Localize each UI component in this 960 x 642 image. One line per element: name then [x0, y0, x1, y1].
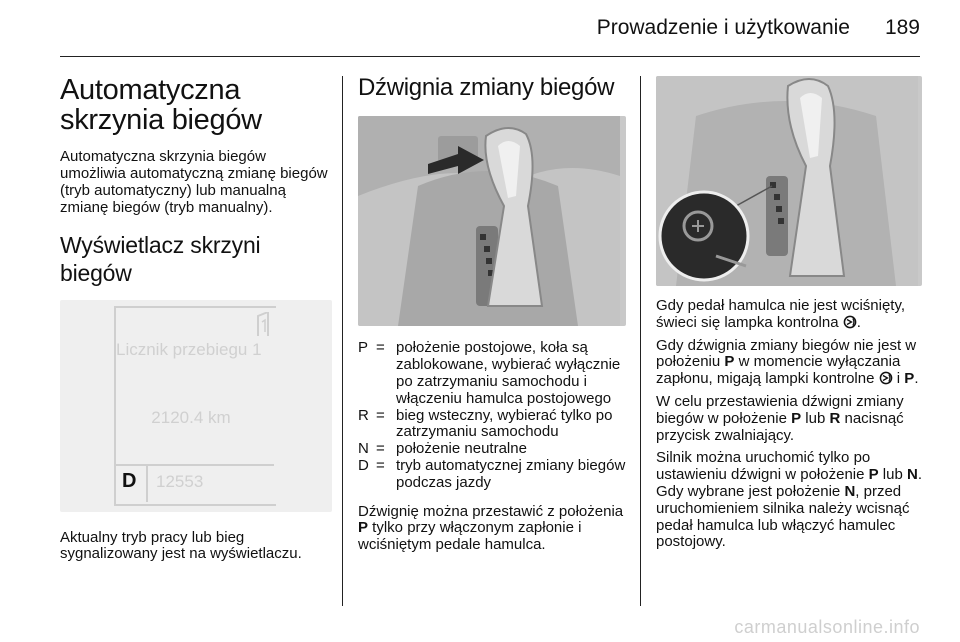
- legend-row: R = bieg wsteczny, wybierać tylko po zatrzymaniu samochodu: [358, 408, 626, 442]
- section-heading: Automatyczna skrzynia biegów: [60, 74, 262, 136]
- column-middle: [358, 76, 626, 554]
- gear-indicator: D: [122, 469, 137, 492]
- lever-note: Dźwignię można przestawić z położenia P tylko przy włączonym zapłonie i wciśniętym pedale hamulca.: [358, 502, 624, 554]
- legend-key: D: [358, 457, 369, 475]
- header-rule: [60, 56, 920, 57]
- paragraph: W celu przestawienia dźwigni zmiany biegów w położenie P lub R nacisnąć przycisk zwalniający.: [656, 392, 904, 444]
- legend-description: położenie postojowe, koła są zablokowane, wybierać wyłącznie po zatrzymaniu samochodu i włączeniu hamulca postojowego: [396, 339, 621, 407]
- trip-value: 2120.4 km: [151, 407, 231, 427]
- page-number: 189: [884, 16, 920, 39]
- display-divider: [146, 464, 148, 502]
- paragraph: Silnik można uruchomić tylko po ustawieniu dźwigni w położenie P lub N. Gdy wybrane jest położenie N, przed uruchomieniem silnika należy wcisnąć pedał hamulca lub włączyć hamulec postojowy.: [656, 449, 923, 551]
- brake-lamp-icon: [879, 371, 893, 385]
- legend-row: P = położenie postojowe, koła są zablokowane, wybierać wyłącznie po zatrzymaniu samochodu i włączeniu hamulca postojowego: [358, 340, 626, 407]
- legend-description: położenie neutralne: [396, 440, 527, 458]
- column-left: [60, 76, 332, 563]
- intro-paragraph: Automatyczna skrzynia biegów umożliwia automatyczną zmianę biegów (tryb automatyczny) lub manualną zmianę biegów (tryb manualny).: [60, 148, 328, 216]
- display-caption: Aktualny tryb pracy lub bieg sygnalizowany jest na wyświetlaczu.: [60, 528, 302, 563]
- legend-row: D = tryb automatycznej zmiany biegów podczas jazdy: [358, 457, 626, 491]
- legend-key: P: [358, 339, 369, 357]
- gear-positions-legend: [358, 340, 626, 491]
- brake-indicator-photo: [656, 76, 922, 286]
- odometer-value: 12553: [156, 471, 204, 491]
- legend-description: bieg wsteczny, wybierać tylko po zatrzymaniu samochodu: [396, 406, 613, 441]
- column-divider: [640, 76, 641, 606]
- paragraph: Gdy pedał hamulca nie jest wciśnięty, świeci się lampka kontrolna .: [656, 297, 906, 331]
- display-divider: [114, 464, 274, 466]
- legend-row: N = położenie neutralne: [358, 441, 626, 458]
- column-divider: [342, 76, 343, 606]
- watermark: carmanualsonline.info: [734, 617, 920, 637]
- brake-lamp-icon: [843, 315, 857, 329]
- trip-label: Licznik przebiegu 1: [116, 339, 262, 359]
- legend-key: N: [358, 440, 369, 458]
- paragraph: Gdy dźwignia zmiany biegów nie jest w położeniu P w momencie wyłączania zapłonu, migają lampki kontrolne i P.: [656, 336, 919, 388]
- legend-key: R: [358, 406, 369, 424]
- gear-lever-photo: [358, 116, 626, 326]
- transmission-display-illustration: [60, 300, 332, 512]
- section-heading: Dźwignia zmiany biegów: [358, 74, 615, 101]
- trip-counter-icon: [256, 312, 272, 338]
- subsection-heading: Wyświetlacz skrzyni biegów: [60, 232, 261, 286]
- section-title: Prowadzenie i użytkowanie: [596, 16, 850, 39]
- column-right: [656, 76, 922, 557]
- legend-description: tryb automatycznej zmiany biegów podczas jazdy: [396, 457, 626, 491]
- page-header: [0, 0, 960, 62]
